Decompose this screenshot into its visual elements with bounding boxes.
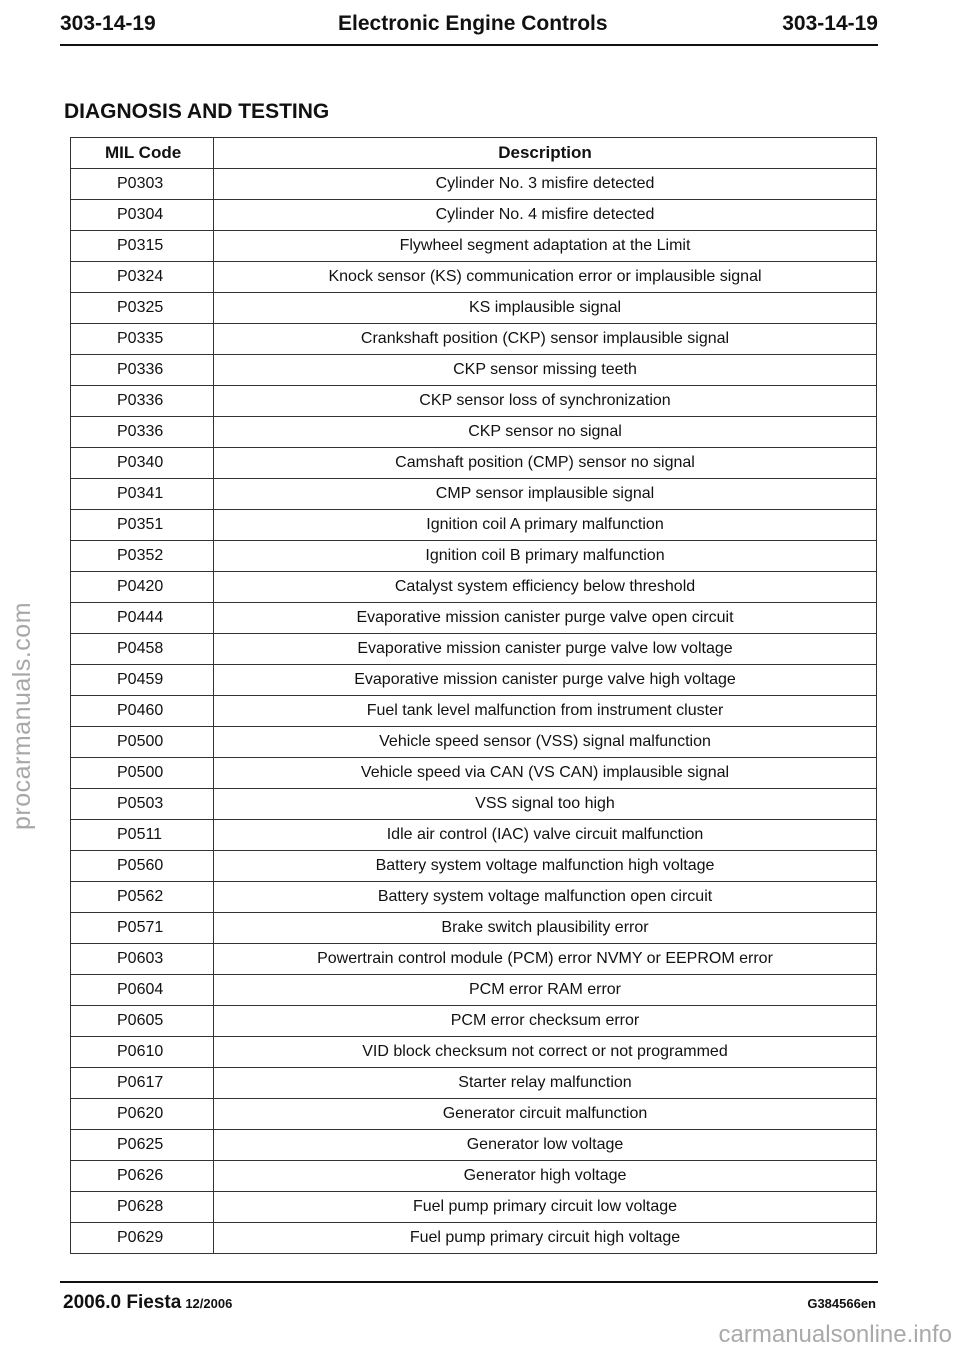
description-cell: Evaporative mission canister purge valve low voltage [214, 634, 877, 665]
footer-model-name: 2006.0 Fiesta [63, 1292, 182, 1313]
mil-code-cell: P0503 [71, 789, 214, 820]
description-cell: Camshaft position (CMP) sensor no signal [214, 448, 877, 479]
table-row [71, 665, 877, 696]
description-cell: Fuel pump primary circuit high voltage [214, 1223, 877, 1254]
mil-code-cell: P0620 [71, 1099, 214, 1130]
section-heading: DIAGNOSIS AND TESTING [64, 100, 330, 123]
table-row [71, 1099, 877, 1130]
table-row [71, 913, 877, 944]
mil-code-cell: P0571 [71, 913, 214, 944]
page-header [60, 4, 878, 44]
mil-code-cell: P0324 [71, 262, 214, 293]
description-cell: PCM error RAM error [214, 975, 877, 1006]
description-cell: CMP sensor implausible signal [214, 479, 877, 510]
mil-code-cell: P0341 [71, 479, 214, 510]
description-cell: Ignition coil B primary malfunction [214, 541, 877, 572]
description-cell: Vehicle speed via CAN (VS CAN) implausible signal [214, 758, 877, 789]
table-row [71, 572, 877, 603]
description-cell: CKP sensor no signal [214, 417, 877, 448]
description-cell: Battery system voltage malfunction open circuit [214, 882, 877, 913]
description-cell: Generator low voltage [214, 1130, 877, 1161]
mil-code-cell: P0610 [71, 1037, 214, 1068]
mil-code-cell: P0458 [71, 634, 214, 665]
description-cell: Catalyst system efficiency below threshold [214, 572, 877, 603]
mil-code-cell: P0605 [71, 1006, 214, 1037]
table-row [71, 262, 877, 293]
description-cell: VID block checksum not correct or not programmed [214, 1037, 877, 1068]
table-row [71, 1068, 877, 1099]
description-cell: Crankshaft position (CKP) sensor implausible signal [214, 324, 877, 355]
table-row [71, 634, 877, 665]
mil-code-cell: P0336 [71, 386, 214, 417]
table-row [71, 1223, 877, 1254]
mil-code-cell: P0340 [71, 448, 214, 479]
table-row [71, 1037, 877, 1068]
column-header-mil-code: MIL Code [71, 138, 214, 169]
table-row [71, 355, 877, 386]
footer-rule [60, 1281, 878, 1283]
footer-date: 12/2006 [185, 1296, 233, 1311]
table-row [71, 603, 877, 634]
table-row [71, 1006, 877, 1037]
footer-model [63, 1290, 232, 1317]
description-cell: Idle air control (IAC) valve circuit malfunction [214, 820, 877, 851]
table-row [71, 851, 877, 882]
mil-code-cell: P0325 [71, 293, 214, 324]
description-cell: Cylinder No. 4 misfire detected [214, 200, 877, 231]
table-row [71, 727, 877, 758]
table-row [71, 417, 877, 448]
mil-code-cell: P0500 [71, 758, 214, 789]
description-cell: Fuel tank level malfunction from instrument cluster [214, 696, 877, 727]
table-row [71, 1161, 877, 1192]
description-cell: Ignition coil A primary malfunction [214, 510, 877, 541]
header-rule [60, 44, 878, 46]
description-cell: Flywheel segment adaptation at the Limit [214, 231, 877, 262]
mil-code-cell: P0603 [71, 944, 214, 975]
description-cell: Cylinder No. 3 misfire detected [214, 169, 877, 200]
description-cell: Fuel pump primary circuit low voltage [214, 1192, 877, 1223]
mil-code-table [70, 137, 877, 1254]
mil-code-cell: P0304 [71, 200, 214, 231]
mil-code-cell: P0625 [71, 1130, 214, 1161]
table-row [71, 541, 877, 572]
mil-code-cell: P0335 [71, 324, 214, 355]
description-cell: KS implausible signal [214, 293, 877, 324]
column-header-description: Description [214, 138, 877, 169]
description-cell: Powertrain control module (PCM) error NVMY or EEPROM error [214, 944, 877, 975]
mil-code-cell: P0336 [71, 417, 214, 448]
mil-code-cell: P0511 [71, 820, 214, 851]
description-cell: Generator high voltage [214, 1161, 877, 1192]
mil-code-cell: P0459 [71, 665, 214, 696]
description-cell: Brake switch plausibility error [214, 913, 877, 944]
mil-code-cell: P0352 [71, 541, 214, 572]
table-row [71, 975, 877, 1006]
mil-code-cell: P0351 [71, 510, 214, 541]
description-cell: VSS signal too high [214, 789, 877, 820]
description-cell: Vehicle speed sensor (VSS) signal malfunction [214, 727, 877, 758]
mil-code-cell: P0629 [71, 1223, 214, 1254]
mil-code-cell: P0460 [71, 696, 214, 727]
footer-doc-id: G384566en [807, 1296, 876, 1311]
mil-code-cell: P0420 [71, 572, 214, 603]
table-row [71, 293, 877, 324]
section-code-left: 303-14-19 [60, 12, 156, 35]
mil-code-cell: P0626 [71, 1161, 214, 1192]
description-cell: CKP sensor loss of synchronization [214, 386, 877, 417]
table-row [71, 324, 877, 355]
page-title: Electronic Engine Controls [338, 12, 608, 35]
table-row [71, 1192, 877, 1223]
mil-code-cell: P0628 [71, 1192, 214, 1223]
table-row [71, 1130, 877, 1161]
table-row [71, 169, 877, 200]
table-body [71, 169, 877, 1254]
table-row [71, 200, 877, 231]
description-cell: Knock sensor (KS) communication error or implausible signal [214, 262, 877, 293]
mil-code-cell: P0315 [71, 231, 214, 262]
description-cell: Starter relay malfunction [214, 1068, 877, 1099]
mil-code-cell: P0560 [71, 851, 214, 882]
table-row [71, 386, 877, 417]
description-cell: Evaporative mission canister purge valve open circuit [214, 603, 877, 634]
description-cell: PCM error checksum error [214, 1006, 877, 1037]
table-row [71, 231, 877, 262]
mil-code-cell: P0336 [71, 355, 214, 386]
table-header-row [71, 138, 877, 169]
side-watermark: procarmanuals.com [8, 601, 36, 830]
description-cell: Evaporative mission canister purge valve high voltage [214, 665, 877, 696]
mil-code-cell: P0500 [71, 727, 214, 758]
description-cell: Battery system voltage malfunction high voltage [214, 851, 877, 882]
mil-code-cell: P0303 [71, 169, 214, 200]
bottom-watermark: carmanualsonline.info [718, 1321, 952, 1348]
table-row [71, 882, 877, 913]
table-row [71, 696, 877, 727]
description-cell: CKP sensor missing teeth [214, 355, 877, 386]
mil-code-cell: P0604 [71, 975, 214, 1006]
mil-code-cell: P0617 [71, 1068, 214, 1099]
table-row [71, 479, 877, 510]
table-row [71, 448, 877, 479]
mil-code-cell: P0444 [71, 603, 214, 634]
description-cell: Generator circuit malfunction [214, 1099, 877, 1130]
mil-code-cell: P0562 [71, 882, 214, 913]
table-row [71, 510, 877, 541]
section-code-right: 303-14-19 [782, 12, 878, 35]
table-row [71, 758, 877, 789]
table-row [71, 944, 877, 975]
